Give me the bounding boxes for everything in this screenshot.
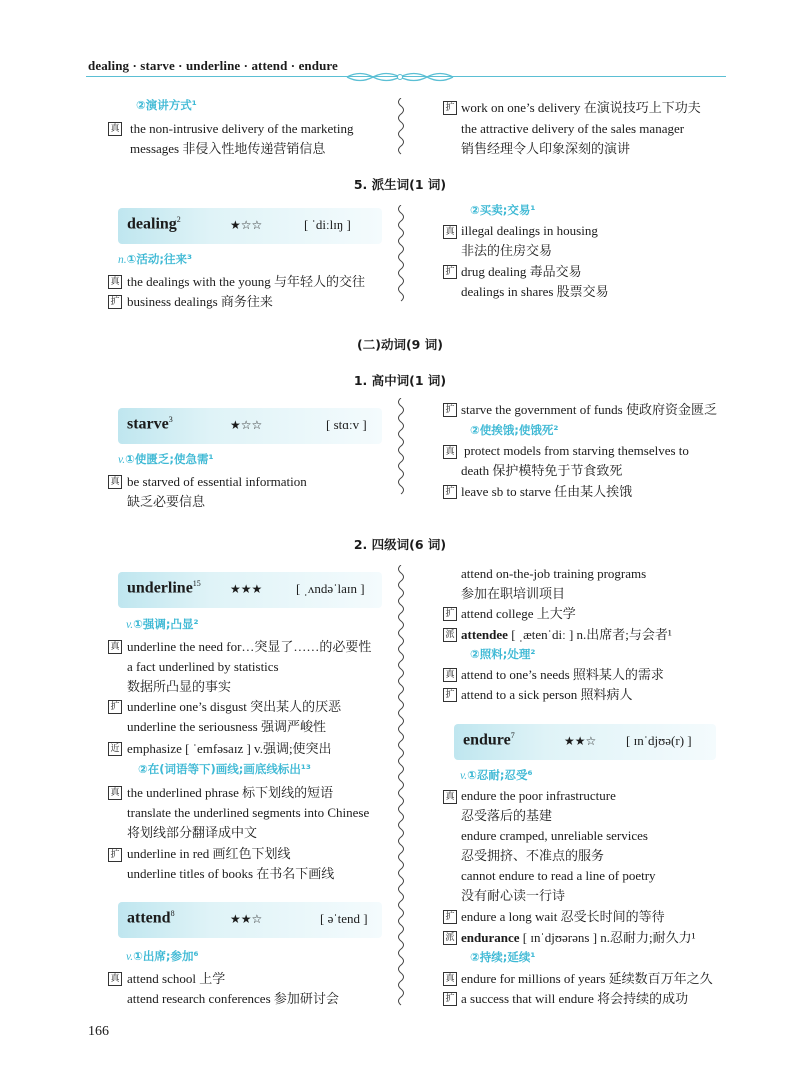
example-line: 缺乏必要信息	[127, 494, 206, 509]
star-rating: ★☆☆	[230, 218, 263, 232]
example-line: attend to a sick person 照料病人	[461, 687, 633, 702]
star-rating: ★★★	[230, 582, 263, 596]
tag-jin: 近	[108, 742, 122, 756]
example-line: attend research conferences 参加研讨会	[127, 991, 339, 1006]
tag-kuo: 扩	[443, 992, 457, 1006]
sense-label: v.①强调;凸显²	[126, 617, 199, 631]
example-line: emphasize [ ˈemfəsaɪz ] v.强调;使突出	[127, 741, 332, 756]
example-line: endure for millions of years 延续数百万年之久	[461, 971, 713, 986]
derived-word: attendee [ ˌætenˈdiː ] n.出席者;与会者¹	[461, 627, 672, 642]
section-heading: (二)动词(9 词)	[357, 337, 443, 352]
phonetic: [ ˈdiːlɪŋ ]	[304, 217, 351, 232]
section-heading: 5. 派生词(1 词)	[353, 177, 447, 192]
sense-label: ②演讲方式¹	[136, 98, 197, 112]
tag-zhen: 真	[108, 640, 122, 654]
example-line: 忍受拥挤、不准点的服务	[461, 848, 605, 863]
example-line: illegal dealings in housing	[461, 223, 598, 238]
example-line: the dealings with the young 与年轻人的交往	[127, 274, 365, 289]
column-divider	[396, 565, 406, 1010]
sense-label: v.①忍耐;忍受⁶	[460, 768, 533, 782]
example-line: underline one’s disgust 突出某人的厌恶	[127, 699, 342, 714]
tag-kuo: 扩	[443, 688, 457, 702]
word-card-attend	[118, 902, 382, 938]
phonetic: [ ɪnˈdjʊə(r) ]	[626, 733, 692, 748]
tag-kuo: 扩	[443, 101, 457, 115]
example-line: a fact underlined by statistics	[127, 659, 279, 674]
example-line: underline in red 画红色下划线	[127, 846, 291, 861]
sense-label: ②买卖;交易¹	[470, 203, 536, 217]
tag-kuo: 扩	[443, 910, 457, 924]
example-line: the attractive delivery of the sales manager	[461, 121, 685, 136]
column-divider	[396, 205, 406, 305]
header-ornament	[345, 70, 455, 84]
sense-label: ②使挨饿;使饿死²	[470, 423, 559, 437]
example-line: attend school 上学	[127, 971, 226, 986]
example-line: messages 非侵入性地传递营销信息	[130, 141, 326, 156]
example-line: the underlined phrase 标下划线的短语	[127, 785, 334, 800]
section-heading: 1. 高中词(1 词)	[353, 373, 447, 388]
phonetic: [ ˌʌndəˈlaɪn ]	[296, 581, 365, 596]
example-line: underline the need for…突显了……的必要性	[127, 639, 372, 654]
headword: attend$^8$	[127, 909, 175, 927]
tag-zhen: 真	[443, 668, 457, 682]
tag-zhen: 真	[443, 445, 457, 459]
tag-kuo: 扩	[108, 295, 122, 309]
tag-zhen: 真	[108, 786, 122, 800]
sense-label: ②持续;延续¹	[470, 950, 536, 964]
example-line: 将划线部分翻译成中文	[127, 825, 258, 840]
star-rating: ★★☆	[564, 734, 597, 748]
phonetic: [ stɑːv ]	[326, 417, 367, 432]
example-line: starve the government of funds 使政府资金匮乏	[461, 402, 717, 417]
column-divider	[396, 398, 406, 498]
headword: endure$^7$	[463, 731, 515, 749]
sense-label: n.①活动;往来³	[118, 252, 192, 266]
example-line: attend to one’s needs 照料某人的需求	[461, 667, 664, 682]
tag-zhen: 真	[108, 122, 122, 136]
example-line: cannot endure to read a line of poetry	[461, 868, 656, 883]
tag-kuo: 扩	[108, 700, 122, 714]
word-card-endure	[454, 724, 716, 760]
tag-zhen: 真	[108, 275, 122, 289]
sense-label: ②在(词语等下)画线;画底线标出¹³	[138, 762, 311, 776]
headword: dealing$^2$	[127, 215, 181, 233]
example-line: the non-intrusive delivery of the marketing	[130, 121, 354, 136]
headword: starve$^3$	[127, 415, 173, 433]
star-rating: ★★☆	[230, 912, 263, 926]
example-line: dealings in shares 股票交易	[461, 284, 609, 299]
tag-kuo: 扩	[443, 265, 457, 279]
column-divider	[396, 98, 406, 156]
running-header: dealing · starve · underline · attend · endure	[88, 58, 338, 73]
example-line: 参加在职培训项目	[461, 586, 566, 601]
example-line: attend on-the-job training programs	[461, 566, 647, 581]
phonetic: [ əˈtend ]	[320, 911, 368, 926]
example-line: 销售经理令人印象深刻的演讲	[461, 141, 631, 156]
example-line: protect models from starving themselves to	[464, 443, 689, 458]
example-line: leave sb to starve 任由某人挨饿	[461, 484, 633, 499]
example-line: a success that will endure 将会持续的成功	[461, 991, 689, 1006]
sense-label: v.①使匮乏;使急需¹	[118, 452, 214, 466]
example-line: endure the poor infrastructure	[461, 788, 616, 803]
tag-kuo: 扩	[443, 607, 457, 621]
example-line: 忍受落后的基建	[461, 808, 553, 823]
tag-kuo: 扩	[443, 485, 457, 499]
word-card-underline	[118, 572, 382, 608]
example-line: death 保护模特免于节食致死	[461, 463, 623, 478]
example-line: underline titles of books 在书名下画线	[127, 866, 335, 881]
example-line: work on one’s delivery 在演说技巧上下功夫	[461, 100, 701, 115]
example-line: translate the underlined segments into Chinese	[127, 805, 370, 820]
sense-label: v.①出席;参加⁶	[126, 949, 199, 963]
page-number: 166	[88, 1024, 109, 1039]
section-heading: 2. 四级词(6 词)	[353, 537, 447, 552]
headword: underline$^{15}$	[127, 579, 201, 597]
tag-kuo: 扩	[443, 403, 457, 417]
example-line: endure cramped, unreliable services	[461, 828, 648, 843]
tag-pai: 派	[443, 931, 457, 945]
example-line: 非法的住房交易	[461, 243, 553, 258]
example-line: endure a long wait 忍受长时间的等待	[461, 909, 665, 924]
tag-zhen: 真	[443, 790, 457, 804]
star-rating: ★☆☆	[230, 418, 263, 432]
word-card-dealing	[118, 208, 382, 244]
tag-zhen: 真	[443, 225, 457, 239]
example-line: underline the seriousness 强调严峻性	[127, 719, 326, 734]
example-line: 数据所凸显的事实	[127, 679, 232, 694]
derived-word: endurance [ ɪnˈdjʊərəns ] n.忍耐力;耐久力¹	[461, 930, 696, 945]
example-line: business dealings 商务往来	[127, 294, 273, 309]
sense-label: ②照料;处理²	[470, 647, 536, 661]
example-line: 没有耐心读一行诗	[461, 888, 566, 903]
example-line: drug dealing 毒品交易	[461, 264, 582, 279]
tag-kuo: 扩	[108, 848, 122, 862]
tag-zhen: 真	[108, 972, 122, 986]
tag-zhen: 真	[108, 475, 122, 489]
example-line: attend college 上大学	[461, 606, 576, 621]
tag-zhen: 真	[443, 972, 457, 986]
example-line: be starved of essential information	[127, 474, 307, 489]
tag-pai: 派	[443, 628, 457, 642]
word-card-starve	[118, 408, 382, 444]
